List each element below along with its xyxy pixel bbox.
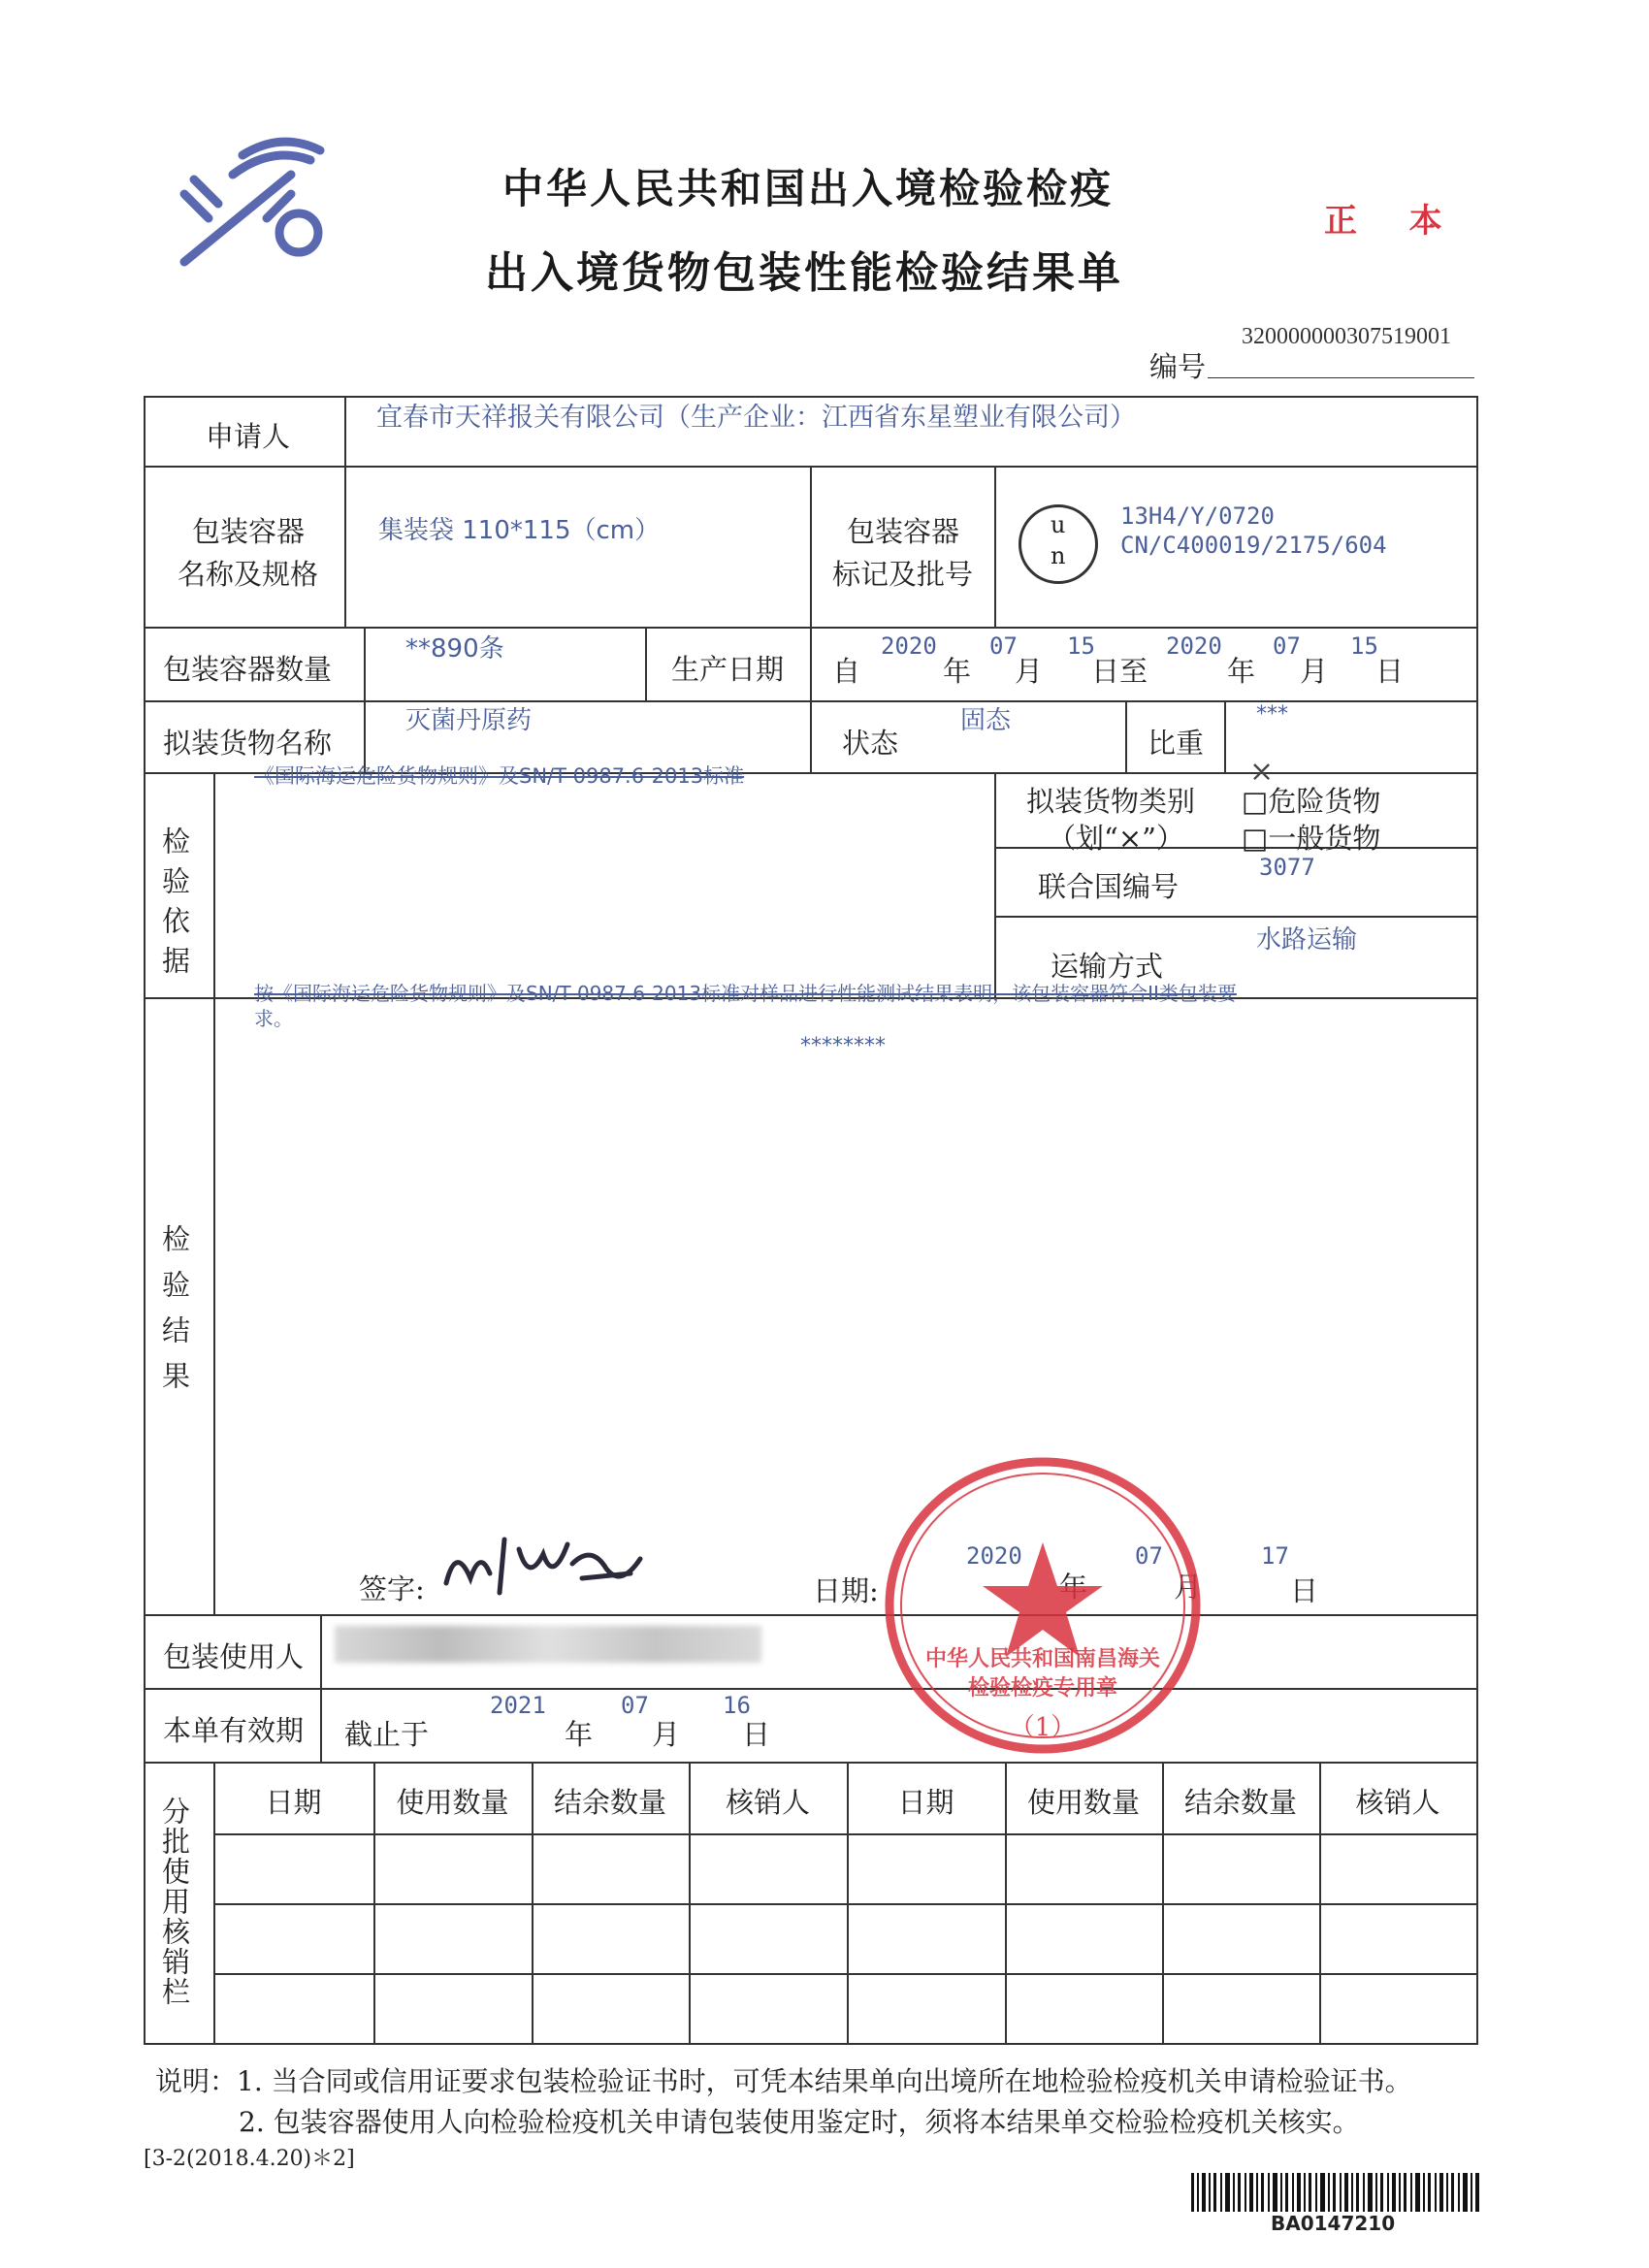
inspection-result-stars: ******** — [800, 1034, 886, 1058]
seal-number: （1） — [1009, 1713, 1077, 1742]
signature-year: 2020 — [966, 1542, 1022, 1570]
goods-category-label-1: 拟装货物类别 — [1026, 785, 1196, 818]
barcode-number: BA0147210 — [1271, 2212, 1396, 2235]
doc-number-underline — [1208, 377, 1474, 378]
batch-header-verifier-1: 核销人 — [725, 1786, 810, 1819]
container-name-label-1: 包装容器 — [192, 515, 306, 548]
container-mark-label-1: 包装容器 — [847, 515, 960, 548]
batch-header-date-2: 日期 — [897, 1786, 954, 1819]
un-mark-icon — [1018, 504, 1098, 584]
goods-category-dangerous: □危险货物 — [1242, 785, 1381, 818]
doc-number: 320000000307519001 — [1242, 324, 1451, 349]
note-line1: 说明：1. 当合同或信用证要求包装检验证书时，可凭本结果单向出境所在地检验检疫机关申请检验证书。 — [155, 2065, 1412, 2097]
inspection-result-line1: 按《国际海运危险货物规则》及SN/T 0987.6-2013标准对样品进行性能测试结果表明，该包装容器符合II类包装要 — [254, 982, 1237, 1005]
signature-day: 17 — [1261, 1542, 1289, 1570]
container-name-label-2: 名称及规格 — [178, 558, 319, 591]
validity-year: 2021 — [490, 1692, 546, 1719]
un-number-value: 3077 — [1259, 854, 1315, 881]
batch-header-balance-2: 结余数量 — [1183, 1786, 1297, 1819]
production-to-day: 15 — [1350, 632, 1378, 660]
production-from-month: 07 — [989, 632, 1018, 660]
un-number-label: 联合国编号 — [1038, 870, 1180, 903]
signature-date-label: 日期: — [813, 1574, 879, 1607]
state-value: 固态 — [960, 706, 1012, 735]
transport-value: 水路运输 — [1256, 925, 1358, 955]
applicant-value: 宜春市天祥报关有限公司（生产企业：江西省东星塑业有限公司） — [376, 403, 1136, 433]
copy-mark: 正 本 — [1324, 202, 1452, 241]
state-label: 状态 — [842, 727, 899, 760]
container-mark-label-2: 标记及批号 — [832, 558, 974, 591]
validity-prefix: 截止于 — [344, 1718, 430, 1751]
production-to-year: 2020 — [1166, 632, 1222, 660]
un-mark-top: u — [1051, 511, 1066, 538]
applicant-label: 申请人 — [206, 420, 291, 453]
inspection-basis-label: 检验依据 — [158, 826, 191, 986]
production-to-label: 日至 — [1091, 655, 1148, 688]
specific-gravity-label: 比重 — [1148, 727, 1205, 760]
validity-label: 本单有效期 — [163, 1714, 305, 1747]
inspection-basis-value: 《国际海运危险货物规则》及SN/T 0987.6-2013标准 — [254, 764, 745, 788]
batch-header-balance-1: 结余数量 — [553, 1786, 666, 1819]
container-mark-line1: 13H4/Y/0720 — [1120, 502, 1275, 530]
goods-category-label-2: （划“×”） — [1048, 822, 1184, 855]
validity-day: 16 — [723, 1692, 751, 1719]
batch-section-label: 分批使用核销栏 — [158, 1797, 191, 2007]
signature-month: 07 — [1135, 1542, 1163, 1570]
inspection-result-line2: 求。 — [254, 1007, 293, 1030]
goods-name-label: 拟装货物名称 — [163, 727, 333, 760]
barcode-icon — [1191, 2173, 1482, 2212]
title-line1: 中华人民共和国出入境检验检疫 — [502, 165, 1115, 212]
production-from-year: 2020 — [881, 632, 937, 660]
batch-header-used-2: 使用数量 — [1026, 1786, 1140, 1819]
goods-category-general: □一般货物 — [1242, 822, 1381, 855]
quantity-value: **890条 — [405, 634, 504, 664]
production-from-label: 自 — [832, 655, 861, 688]
note-line2: 2. 包装容器使用人向检验检疫机关申请包装使用鉴定时，须将本结果单交检验检疫机关核实。 — [239, 2106, 1360, 2138]
batch-header-used-1: 使用数量 — [396, 1786, 509, 1819]
goods-category-cross-mark: × — [1249, 755, 1275, 789]
goods-name-value: 灭菌丹原药 — [405, 706, 533, 735]
transport-label: 运输方式 — [1051, 950, 1164, 983]
batch-header-verifier-2: 核销人 — [1355, 1786, 1440, 1819]
un-mark-bottom: n — [1051, 542, 1066, 569]
package-user-redacted — [335, 1626, 761, 1663]
signature-label: 签字: — [359, 1572, 425, 1605]
container-mark-line2: CN/C400019/2175/604 — [1120, 532, 1387, 559]
doc-number-label: 编号 — [1149, 350, 1207, 383]
production-to-month: 07 — [1273, 632, 1301, 660]
title-line2: 出入境货物包装性能检验结果单 — [485, 248, 1123, 298]
quantity-label: 包装容器数量 — [163, 653, 333, 686]
container-name-value: 集装袋 110*115（cm） — [378, 516, 661, 545]
production-date-label: 生产日期 — [671, 653, 785, 686]
handwritten-signature — [436, 1525, 650, 1603]
seal-text: 中华人民共和国南昌海关 检验检疫专用章 — [924, 1647, 1160, 1701]
inspection-result-label: 检验结果 — [158, 1224, 191, 1407]
package-user-label: 包装使用人 — [163, 1640, 305, 1673]
validity-month: 07 — [621, 1692, 649, 1719]
ciq-logo-icon — [175, 136, 340, 281]
batch-header-date-1: 日期 — [265, 1786, 322, 1819]
specific-gravity-value: *** — [1256, 702, 1288, 727]
form-code: [3-2(2018.4.20)＊2] — [144, 2147, 355, 2171]
production-from-day: 15 — [1067, 632, 1095, 660]
